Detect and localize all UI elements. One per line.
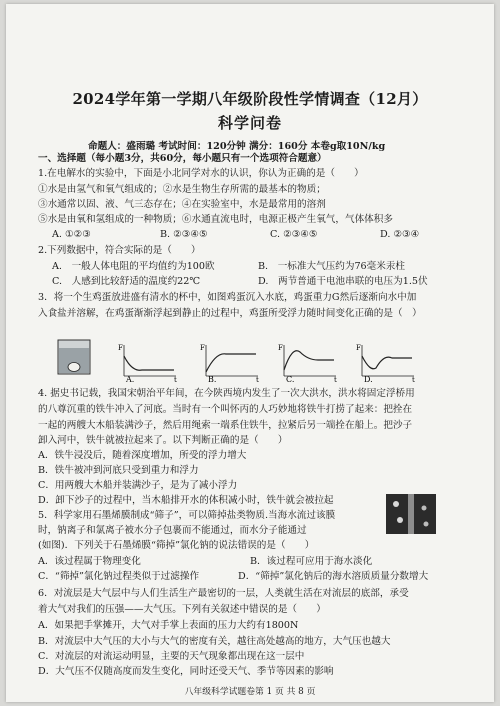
q1-statement-2: ③水通常以固、液、气三态存在；④在实验室中，水是最常用的溶剂 xyxy=(38,199,326,210)
q4-line3: 一起的两艘大木船装满沙子，然后用绳索一端系住铁牛，拉紧后另一端拴在船上。把沙子 xyxy=(38,420,413,431)
egg-beaker-figure xyxy=(52,336,100,376)
q3-graph-d-label: D. xyxy=(364,375,373,382)
q3-graph-c-axis-t: t xyxy=(334,376,337,382)
q3-stem-line1: 3．将一个生鸡蛋放进盛有清水的杯中，如图鸡蛋沉入水底，鸡蛋重力G然后逐渐向水中加 xyxy=(38,292,417,303)
q3-graph-c-axis-f: F xyxy=(278,344,283,352)
exam-title: 2024学年第一学期八年级阶段性学情调查（12月） xyxy=(72,90,428,108)
q6-option-b: B．对流层中大气压的大小与大气的密度有关，越往高处越高的地方，大气压也越大 xyxy=(38,636,391,647)
q3-graph-b xyxy=(200,342,262,382)
q1-option-c: C. ②③④⑤ xyxy=(270,229,318,240)
q5-option-b: B．该过程可应用于海水淡化 xyxy=(250,556,373,567)
q4-option-c: C．用两艘大木船并装满沙子，是为了减小浮力 xyxy=(38,480,238,491)
q3-graph-b-axis-t: t xyxy=(256,376,259,382)
q3-graph-a-axis-f: F xyxy=(118,344,123,352)
q3-graph-a xyxy=(118,342,180,382)
q5-line1: 5．科学家用石墨烯膜制成“筛子”，可以筛掉盐类物质.当海水流过该膜 xyxy=(38,510,336,521)
q3-stem-line2: 入食盐并溶解，在鸡蛋渐渐浮起到静止的过程中，鸡蛋所受浮力随时间变化正确的是（ ） xyxy=(38,308,422,319)
q4-option-b: B．铁牛被冲到河底只受到重力和浮力 xyxy=(38,465,199,476)
exam-subtitle: 科学问卷 xyxy=(217,114,282,132)
q4-line2: 的八尊沉重的铁牛冲入了河底。当时有一个叫怀丙的人巧妙地将铁牛打捞了起来：把拴在 xyxy=(38,404,413,415)
q2-option-a: A. 一般人体电阻的平均值约为100欧 xyxy=(52,261,215,272)
graphene-membrane-figure xyxy=(386,494,436,534)
exam-meta: 命题人：盛雨璐 考试时间：120分钟 满分：160分 本卷g取10N/kg xyxy=(88,141,386,152)
q4-line4: 卸入河中，铁牛就被拉起来了。以下判断正确的是（ ） xyxy=(38,435,288,446)
q1-option-a: A. ①②③ xyxy=(52,229,91,240)
q5-line3: (如图)．下列关于石墨烯膜“筛掉”氯化钠的说法错误的是（ ） xyxy=(38,540,315,551)
q5-option-d: D．“筛掉”氯化钠后的海水溶质质量分数增大 xyxy=(238,571,429,582)
q3-graph-a-axis-t: t xyxy=(174,376,177,382)
q6-option-d: D．大气压不仅随高度而发生变化，同时还受天气、季节等因素的影响 xyxy=(38,666,334,677)
page-footer: 八年级科学试题卷第 1 页 共 8 页 xyxy=(184,687,316,697)
q5-option-a: A．该过程属于物理变化 xyxy=(38,556,141,567)
q2-option-b: B. 一标准大气压约为76毫米汞柱 xyxy=(258,261,406,272)
q1-statement-1: ①水是由氢气和氧气组成的；②水是生物生存所需的最基本的物质； xyxy=(38,184,326,195)
q2-option-d: D. 两节普通干电池串联的电压为1.5伏 xyxy=(258,276,428,287)
q1-stem: 1.在电解水的实验中，下面是小北同学对水的认识，你认为正确的是（ ） xyxy=(38,168,364,179)
q3-graph-b-label: B. xyxy=(208,375,217,382)
q1-statement-3: ⑤水是由氧和氢组成的一种物质；⑥水通直流电时，电源正极产生氧气，气体体积多 xyxy=(38,214,393,225)
q6-option-c: C．对流层的对流运动明显，主要的天气现象都出现在这一层中 xyxy=(38,651,305,662)
q3-graph-b-axis-f: F xyxy=(200,344,205,352)
q3-graph-d-axis-f: F xyxy=(356,344,361,352)
q3-graph-c-label: C. xyxy=(286,375,295,382)
q3-graph-c xyxy=(278,342,340,382)
q3-graph-d xyxy=(356,342,418,382)
q4-line1: 4. 据史书记载，我国宋朝治平年间，在今陕西境内发生了一次大洪水，洪水将固定浮桥用 xyxy=(38,388,415,399)
q5-line2: 时，钠离子和氯离子被水分子包裹而不能通过，而水分子能通过 xyxy=(38,525,307,536)
q3-graph-d-axis-t: t xyxy=(412,376,415,382)
q1-option-b: B. ②③④⑤ xyxy=(160,229,208,240)
q6-line1: 6．对流层是大气层中与人们生活生产最密切的一层，人类就生活在对流层的底部，承受 xyxy=(38,588,409,599)
q1-option-d: D. ②③④ xyxy=(380,229,420,240)
q4-option-a: A．铁牛浸没后，随着深度增加，所受的浮力增大 xyxy=(38,450,247,461)
q2-stem: 2.下列数据中，符合实际的是（ ） xyxy=(38,245,201,256)
q6-line2: 着大气对我们的压强——大气压。下列有关叙述中错误的是（ ） xyxy=(38,604,326,615)
q4-option-d: D．卸下沙子的过程中，当木船排开水的体积减小时，铁牛就会被拉起 xyxy=(38,495,334,506)
q3-graph-a-label: A. xyxy=(126,375,135,382)
q5-option-c: C．“筛掉”氯化钠过程类似于过滤操作 xyxy=(38,571,200,582)
q6-option-a: A．如果把手掌摊开，大气对手掌上表面的压力大约有1800N xyxy=(38,620,299,631)
q2-option-c: C. 人感到比较舒适的温度约22℃ xyxy=(52,276,201,287)
section-heading: 一、选择题（每小题3分，共60分，每小题只有一个选项符合题意） xyxy=(38,153,327,164)
